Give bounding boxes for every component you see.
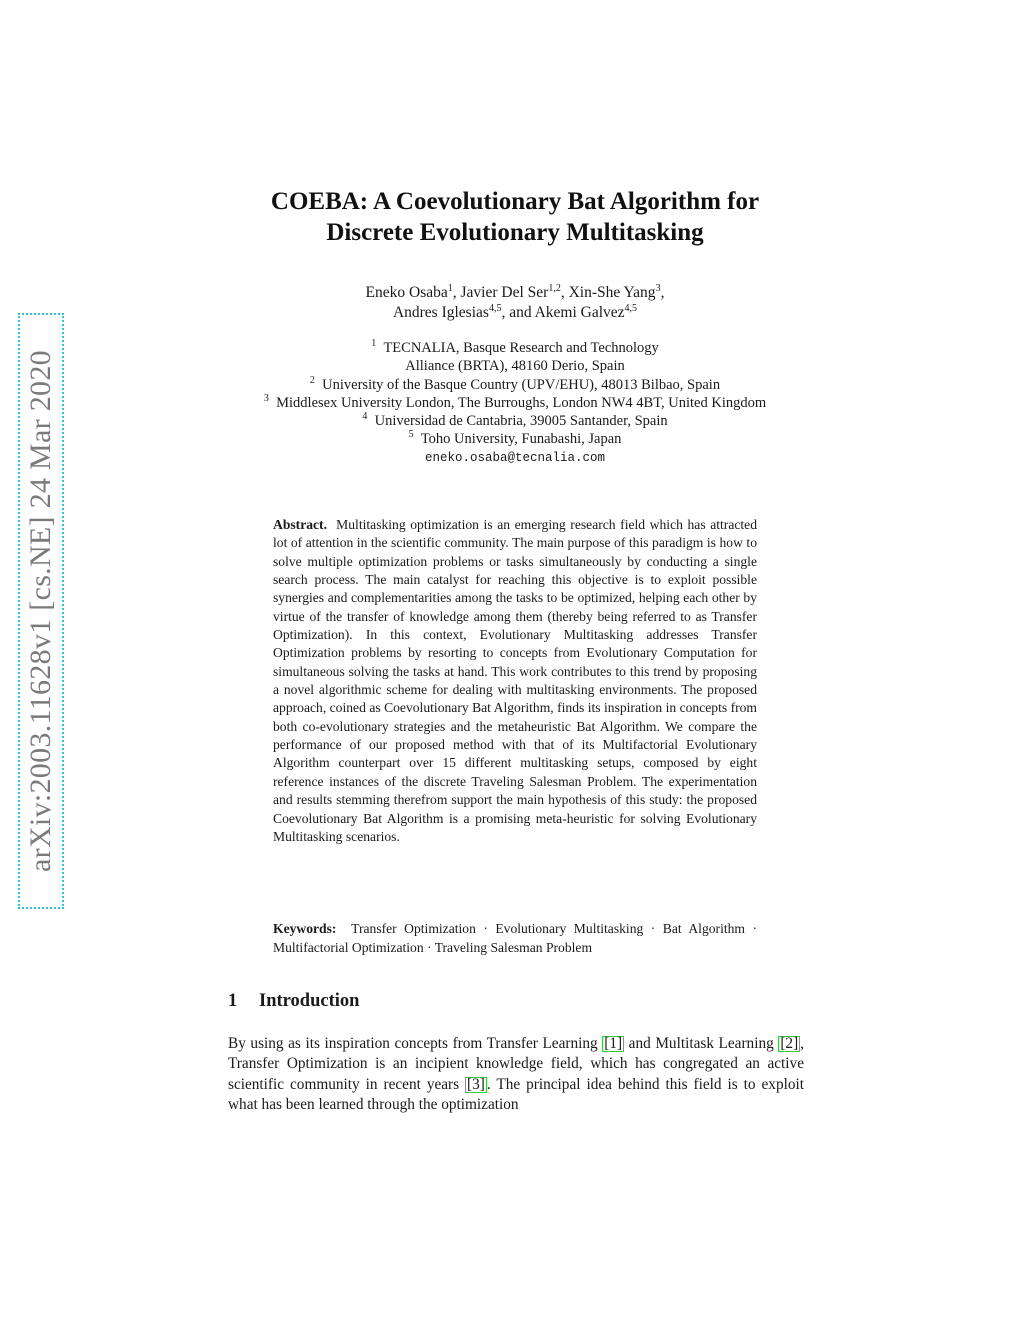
citation-link[interactable]: [3] xyxy=(467,1075,485,1093)
title-line-2: Discrete Evolutionary Multitasking xyxy=(326,219,704,246)
author-name: Xin-She Yang xyxy=(568,284,656,301)
author-name: Javier Del Ser xyxy=(460,284,549,301)
arxiv-stamp[interactable]: arXiv:2003.11628v1 [cs.NE] 24 Mar 2020 xyxy=(24,350,57,872)
author-line-2: Andres Iglesias$^{4,5}$, and Akemi Galvez$^{4,5}$ xyxy=(392,302,638,321)
abstract xyxy=(273,516,757,846)
author-sup: 1 xyxy=(447,282,453,294)
affiliations xyxy=(200,339,830,467)
affiliation-3: $^3$ Middlesex University London, The Burroughs, London NW4 4BT, United Kingdom xyxy=(263,393,767,411)
affiliation-1-cont: Alliance (BRTA), 48160 Derio, Spain xyxy=(405,358,625,375)
affiliation-4: $^4$ Universidad de Cantabria, 39005 Santander, Spain xyxy=(362,411,668,430)
author-list xyxy=(250,283,780,323)
title-line-1: COEBA: A Coevolutionary Bat Algorithm for xyxy=(270,188,760,215)
abstract-label: Abstract. xyxy=(273,517,327,532)
author-sup: 4,5 xyxy=(488,302,502,314)
citation-link[interactable]: [2] xyxy=(780,1035,799,1052)
author-name: Andres Iglesias xyxy=(392,304,489,321)
author-sup: 4,5 xyxy=(624,302,638,314)
keywords-label: Keywords: xyxy=(273,921,337,936)
author-line-1: Eneko Osaba$^1$, Javier Del Ser$^{1,2}$, Xin-She Yang$^3$, xyxy=(365,282,665,301)
intro-paragraph: By using as its inspiration concepts from Transfer Learning [1] and Multitask Learning [2] , Transfer Optimization is an incipient knowledge field, which has congregated an active scientific community in recent years [3] . The principal idea behind this field is to exploit what has been learned through the optimization xyxy=(228,1035,804,1113)
section-title: Introduction xyxy=(259,991,360,1011)
affiliation-5: $^5$ Toho University, Funabashi, Japan xyxy=(408,429,622,448)
author-sup: 3 xyxy=(655,282,661,294)
author-name: Eneko Osaba xyxy=(365,284,448,301)
paper-title xyxy=(200,186,830,248)
section-heading xyxy=(228,991,359,1012)
citation-link[interactable]: [1] xyxy=(604,1035,623,1052)
affiliation-2: $^2$ University of the Basque Country (UPV/EHU), 48013 Bilbao, Spain xyxy=(309,374,721,393)
keywords xyxy=(273,920,757,957)
contact-email[interactable]: eneko.osaba@tecnalia.com xyxy=(424,450,606,465)
section-number: 1 xyxy=(228,991,238,1011)
abstract-text: Multitasking optimization is an emerging research field which has attracted lot of attention in the scientific community. The main purpose of this paradigm is how to solve multiple optimization problems or tasks simultaneously by conducting a single search process. The main catalyst for reaching this objective is to exploit possible synergies and complementarities among the tasks to be optimized, helping each other by virtue of the transfer of knowledge among them (thereby being referred to as Transfer Optimization). In this context, Evolutionary Multitasking addresses Transfer Optimization problems by resorting to concepts from Evolutionary Computation for simultaneous solving the tasks at hand. This work contributes to this trend by proposing a novel algorithmic scheme for dealing with multitasking environments. The proposed approach, coined as Coevolutionary Bat Algorithm, finds its inspiration in concepts from both co-evolutionary strategies and the metaheuristic Bat Algorithm. We compare the performance of our proposed method with that of its Multifactorial Evolutionary Algorithm counterpart over 15 different multitasking setups, composed by eight reference instances of the discrete Traveling Salesman Problem. The experimentation and results stemming therefrom support the main hypothesis of this study: the proposed Coevolutionary Bat Algorithm is a promising meta-heuristic for solving Evolutionary Multitasking scenarios. xyxy=(273,517,757,844)
keywords-text: Transfer Optimization · Evolutionary Multitasking · Bat Algorithm · Multifactorial Optimization · Traveling Salesman Problem xyxy=(273,921,757,955)
author-name: Akemi Galvez xyxy=(534,304,625,321)
affiliation-1: $^1$ TECNALIA, Basque Research and Technology xyxy=(371,338,659,356)
author-sup: 1,2 xyxy=(548,282,561,294)
